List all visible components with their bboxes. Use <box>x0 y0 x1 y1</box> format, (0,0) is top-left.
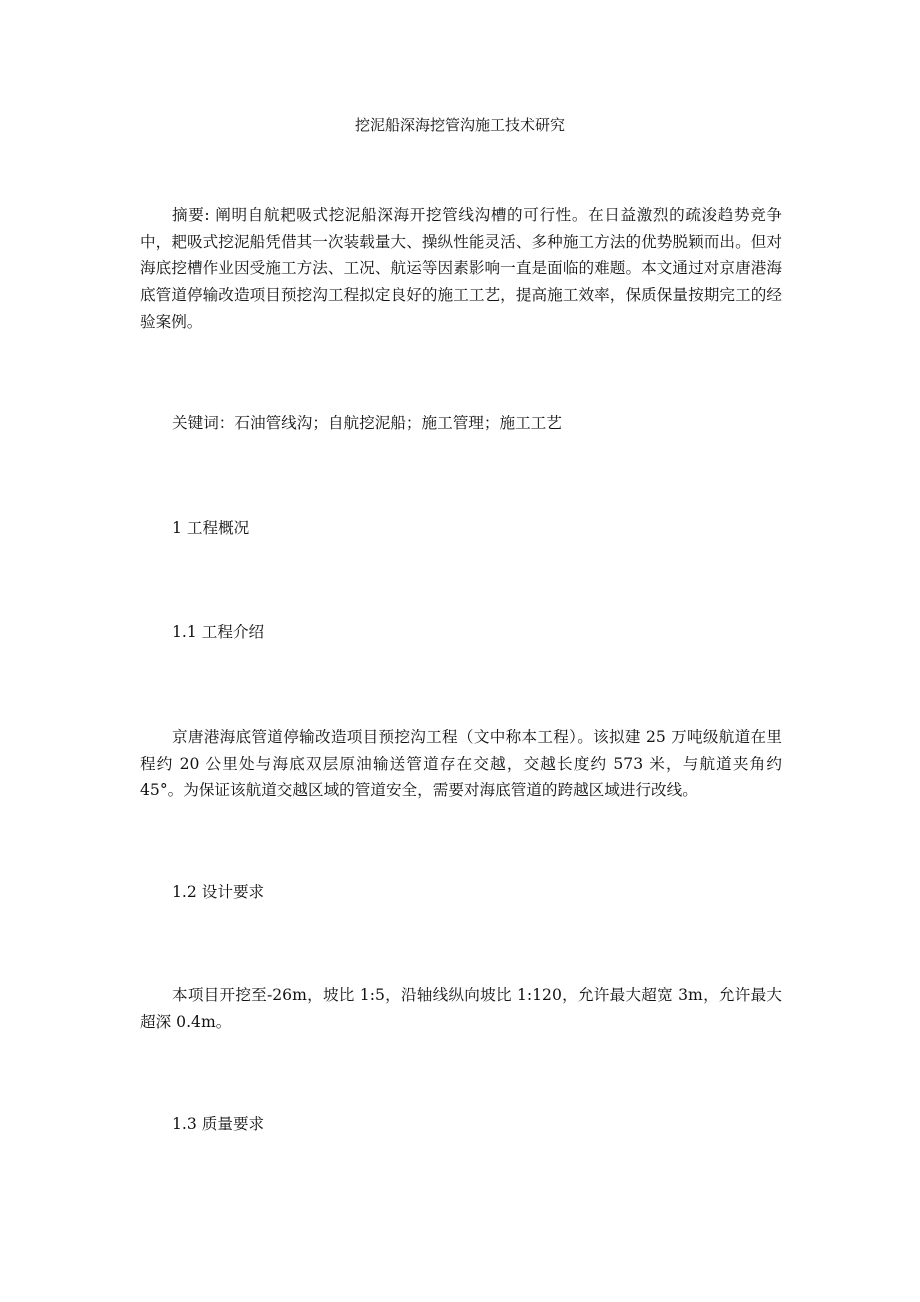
section-heading-1: 1 工程概况 <box>172 519 250 537</box>
section-heading-1-2: 1.2 设计要求 <box>172 883 265 901</box>
section-heading-1-1: 1.1 工程介绍 <box>172 623 265 641</box>
keywords-paragraph: 关键词：石油管线沟；自航挖泥船；施工管理；施工工艺 <box>172 414 562 432</box>
document-title: 挖泥船深海挖管沟施工技术研究 <box>354 116 565 134</box>
section-body-1-1: 京唐港海底管道停输改造项目预挖沟工程（文中称本工程）。该拟建 25 万吨级航道在里程约 20 公里处与海底双层原油输送管道存在交越，交越长度约 573 米，与航道夹角约 45°。为保证该航道交越区域的管道安全，需要对海底管道的跨越区域进行改线。 <box>140 728 782 800</box>
abstract-paragraph: 摘要: 阐明自航耙吸式挖泥船深海开挖管线沟槽的可行性。在日益激烈的疏浚趋势竞争中，耙吸式挖泥船凭借其一次装载量大、操纵性能灵活、多种施工方法的优势脱颖而出。但对海底挖槽作业因受施工方法、工况、航运等因素影响一直是面临的难题。本文通过对京唐港海底管道停输改造项目预挖沟工程拟定良好的施工工艺，提高施工效率，保质保量按期完工的经验案例。 <box>140 206 782 331</box>
section-heading-1-3: 1.3 质量要求 <box>172 1115 265 1133</box>
section-body-1-2: 本项目开挖至-26m，坡比 1:5，沿轴线纵向坡比 1:120，允许最大超宽 3m，允许最大超深 0.4m。 <box>140 986 782 1031</box>
